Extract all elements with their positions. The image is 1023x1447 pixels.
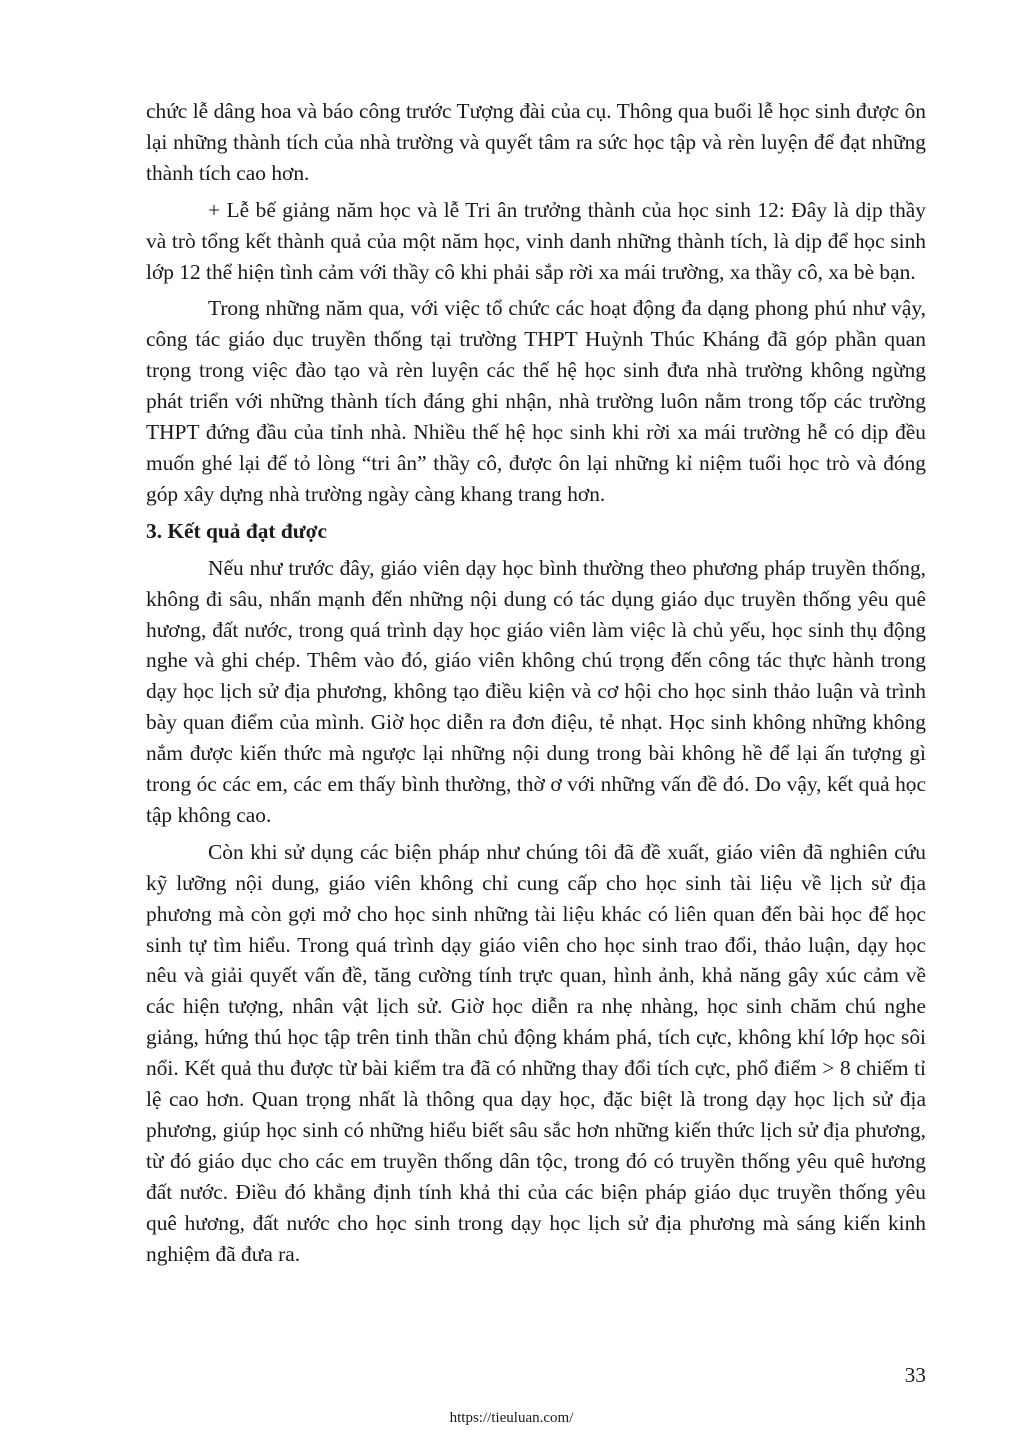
footer-url[interactable]: https://tieuluan.com/ — [449, 1410, 574, 1426]
paragraph-ceremony-continuation: chức lễ dâng hoa và báo công trước Tượng đài của cụ. Thông qua buổi lễ học sinh được ôn lại những thành tích của nhà trường và quyết tâm ra sức học tập và rèn luyện để đạt những thành tích cao hơn. — [146, 99, 926, 185]
paragraph-tradition-education: Trong những năm qua, với việc tổ chức các hoạt động đa dạng phong phú như vậy, công tác giáo dục truyền thống tại trường THPT Huỳnh Thúc Kháng đã góp phần quan trọng trong việc đào tạo và rèn luyện các thế hệ học sinh đưa nhà trường không ngừng phát triển với những thành tích đáng ghi nhận, nhà trường luôn nằm trong tốp các trường THPT đứng đầu của tỉnh nhà. Nhiều thế hệ học sinh khi rời xa mái trường hễ có dịp đều muốn ghé lại để tỏ lòng “tri ân” thầy cô, được ôn lại những kỉ niệm tuổi học trò và đóng góp xây dựng nhà trường ngày càng khang trang hơn. — [146, 296, 926, 506]
paragraph-new-method-results: Còn khi sử dụng các biện pháp như chúng tôi đã đề xuất, giáo viên đã nghiên cứu kỹ lưỡng nội dung, giáo viên không chỉ cung cấp cho học sinh tài liệu về lịch sử địa phương mà còn gợi mở cho học sinh những tài liệu khác có liên quan đến bài học để học sinh tự tìm hiểu. Trong quá trình dạy giáo viên cho học sinh trao đổi, thảo luận, dạy học nêu và giải quyết vấn đề, tăng cường tính trực quan, hình ảnh, khả năng gây xúc cảm về các hiện tượng, nhân vật lịch sử. Giờ học diễn ra nhẹ nhàng, học sinh chăm chú nghe giảng, hứng thú học tập trên tinh thần chủ động khám phá, tích cực, không khí lớp học sôi nổi. Kết quả thu được từ bài kiểm tra đã có những thay đổi tích cực, phổ điểm > 8 chiếm tỉ lệ cao hơn. Quan trọng nhất là thông qua dạy học, đặc biệt là trong dạy học lịch sử địa phương, giúp học sinh có những hiểu biết sâu sắc hơn những kiến thức lịch sử địa phương, từ đó giáo dục cho các em truyền thống dân tộc, trong đó có truyền thống yêu quê hương đất nước. Điều đó khẳng định tính khả thi của các biện pháp giáo dục truyền thống yêu quê hương, đất nước cho học sinh trong dạy học lịch sử địa phương mà sáng kiến kinh nghiệm đã đưa ra. — [146, 839, 926, 1266]
paragraph-previous-method: Nếu như trước đây, giáo viên dạy học bình thường theo phương pháp truyền thống, không đi sâu, nhấn mạnh đến những nội dung có tác dụng giáo dục truyền thống yêu quê hương, đất nước, trong quá trình dạy học giáo viên làm việc là chủ yếu, học sinh thụ động nghe và ghi chép. Thêm vào đó, giáo viên không chú trọng đến công tác thực hành trong dạy học lịch sử địa phương, không tạo điều kiện và cơ hội cho học sinh thảo luận và trình bày quan điểm của mình. Giờ học diễn ra đơn điệu, tẻ nhạt. Học sinh không những không nắm được kiến thức mà ngược lại những nội dung trong bài không hề để lại ấn tượng gì trong óc các em, các em thấy bình thường, thờ ơ với những vấn đề đó. Do vậy, kết quả học tập không cao. — [146, 555, 926, 827]
section-heading-results: 3. Kết quả đạt được — [146, 518, 327, 543]
page-number: 33 — [904, 1363, 926, 1387]
paragraph-closing-ceremony: + Lễ bế giảng năm học và lễ Tri ân trưởng thành của học sinh 12: Đây là dịp thầy và trò tổng kết thành quả của một năm học, vinh danh những thành tích, là dịp để học sinh lớp 12 thể hiện tình cảm với thầy cô khi phải sắp rời xa mái trường, xa thầy cô, xa bè bạn. — [146, 197, 926, 284]
document-body — [146, 96, 926, 1276]
